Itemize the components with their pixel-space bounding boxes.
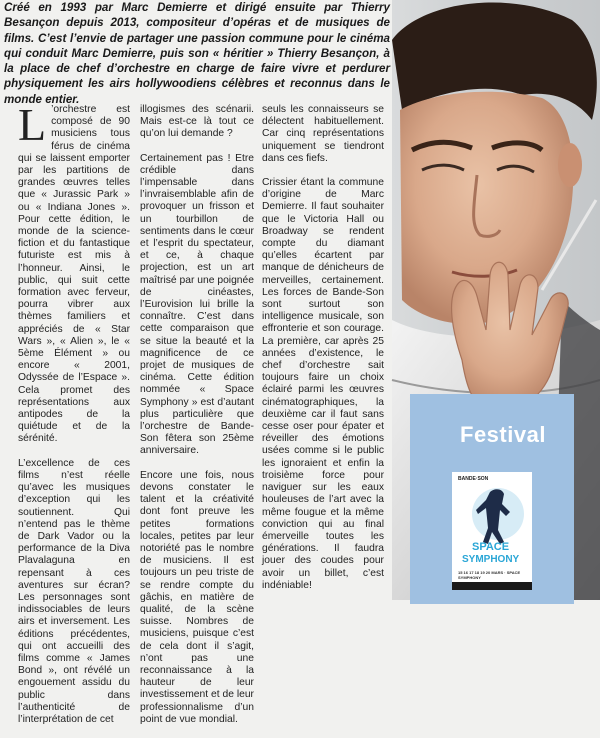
col2-paragraph-3: Encore une fois, nous devons constater le talent et la créativité dont font preuve les petites formations locales, petites par leur notoriété pas le nombre de musiciens. Il est toujours un peu triste de se rendre compte du gâchis, en matière de qualité, de la scène suisse. Nombres de musiciens, puisque c’est de cela dont il s’agit, n’ont pas une reconnaissance à la hauteur de leur investissement et de leur professionnalisme d’un point de vue mondial. (140, 469, 254, 725)
poster-footer: 15 16 17 18 19 20 MARS · SPACE SYMPHONY (458, 570, 521, 580)
drop-cap: L (18, 99, 47, 150)
col2-paragraph-1: illogismes des scénarii. Mais est-ce là tout ce qu’on lui demande ? (140, 104, 254, 140)
festival-sidebar (410, 394, 574, 604)
col1-paragraph-2: L’excellence de ces films n’est réelle qu’avec les musiques d’exception qui les soutiennent. Qui n’entend pas le thème de Dark Vador ou la performance de la Diva Plavalaguna en repensant à ces aventures sur écran? Les personnages sont indissociables de leurs airs et inversement. Les éditions précédentes, qui ont accueilli des films comme « James Bond », ont révélé un engouement assidu du public dans l’authenticité de l’interprétation de cet (18, 457, 130, 725)
space-symphony-poster (452, 472, 532, 590)
col2-paragraph-2: Certainement pas ! Etre crédible dans l’impensable dans l’invraisemblable afin de provoquer un frisson et un tourbillon de sentiments dans le cœur et l’esprit du spectateur, et ce, à chaque projection, est un art maîtrisé par une poignée de cinéastes, l’Eurovision lui brille la connaître. C’est dans cette comparaison que se situe la beauté et la magnificence de ce projet de musiques de cinéma. Cette édition nommée « Space Symphony » est d’autant plus particulière que l’orchestre de Bande-Son fêtera son 25ème anniversaire. (140, 152, 254, 457)
article-column-2 (140, 104, 254, 738)
article-column-1 (18, 99, 130, 738)
poster-title-line-1: SPACE (472, 541, 510, 553)
festival-title: Festival (460, 422, 546, 447)
poster-title-line-2: SYMPHONY (462, 554, 520, 565)
col1-paragraph-1: ’orchestre est composé de 90 musiciens tous férus de cinéma qui se laissent emporter par les partitions de grandes œuvres telles que « Jurassic Park » ou « Indiana Jones ». Pour cette édition, le monde de la science-fiction et du fantastique futuriste est mis à l’honneur. Ainsi, le public, qui suit cette formation avec ferveur, pourra vibrer aux thèmes familiers et appréciés de « Star Wars », « Alien », le « 5ème Élément » ou encore « 2001, Odyssée de l’Espace ». Cela promet des représentations aux antipodes de la quiétude et de la sérénité. (18, 104, 130, 445)
poster-brand: BANDE·SON (458, 476, 489, 482)
col3-paragraph-2: Crissier étant la commune d’origine de Marc Demierre. Il faut souhaiter que le Victoria Hall ou Broadway se rendent compte du diamant qu’elles écartent par manque de dénicheurs de merveilles, certainement. Les forces de Bande-Son sont surtout son intelligence musicale, son effronterie et son courage. La première, car après 25 années d’existence, le chef d’orchestre sait toujours faire un choix éclairé parmi les œuvres cinématographiques, la deuxième car il faut sans cesse oser pour épater et réveiller des émotions usées comme si le public les ignoraient et enfin la troisième force pour naviguer sur les eaux houleuses de l’art avec la même fougue et la même conviction qui au final émerveille toutes les générations. Il faudra jouer des coudes pour avoir un billet, c’est indéniable! (262, 177, 384, 591)
col3-paragraph-1: seuls les connaisseurs se délectent habituellement. Car cinq représentations uniquement se tiendront dans ces fiefs. (262, 104, 384, 164)
intro-paragraph: Créé en 1993 par Marc Demierre et dirigé ensuite par Thierry Besançon depuis 2013, compositeur d’opéras et de musiques de films. C’est l’envie de partager une passion commune pour le cinéma qui conduit Marc Demierre, puis son « héritier » Thierry Besançon, à la place de chef d’orchestre en charge de faire vivre et perdurer physiquement les airs hollywoodiens célèbres et reconnus dans le monde entier. (4, 1, 390, 106)
article-column-3 (262, 104, 384, 604)
